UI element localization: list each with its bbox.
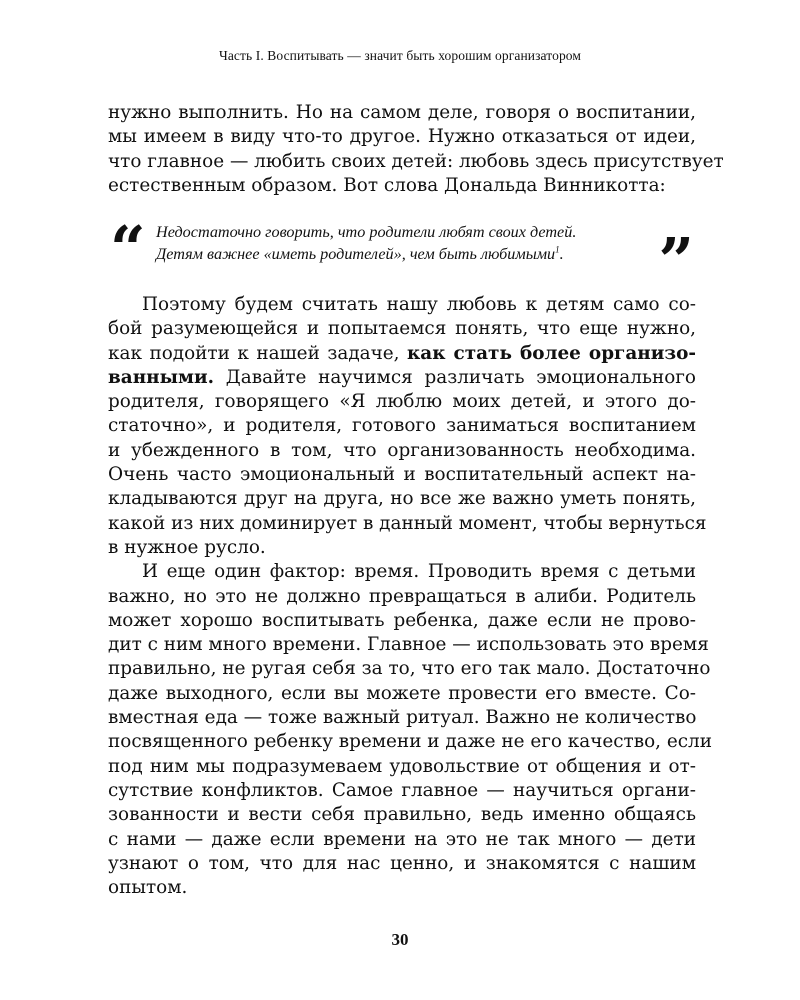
- quote-line-end: .: [559, 245, 564, 263]
- main-text: [108, 293, 712, 900]
- text-line: зованности и вести себя правильно, ведь именно общаясь: [108, 804, 696, 826]
- text-line: даже выходного, если вы можете провести его вместе. Со-: [108, 682, 696, 704]
- paragraph-2: [108, 560, 712, 900]
- open-quote-icon: “: [110, 212, 146, 285]
- text-line: что главное — любить своих детей: любовь здесь присутствует: [108, 150, 724, 172]
- text-line: какой из них доминирует в данный момент, чтобы вернуться: [108, 512, 707, 534]
- bold-phrase: ванными.: [108, 366, 215, 388]
- text-line: вместная еда — тоже важный ритуал. Важно не количество: [108, 707, 697, 729]
- text-line: правильно, не ругая себя за то, что его так мало. Достаточно: [108, 658, 711, 680]
- text-line: нужно выполнить. Но на самом деле, говоря о воспитании,: [108, 102, 696, 123]
- paragraph-1: [108, 293, 707, 560]
- text-line: сутствие конфликтов. Самое главное — научиться органи-: [108, 779, 696, 801]
- text-line: родителя, говорящего «Я люблю моих детей, и этого до-: [108, 391, 696, 413]
- text-line: кладываются друг на друга, но все же важно уметь понять,: [108, 488, 696, 510]
- text-line: Очень часто эмоциональный и воспитательный аспект на-: [108, 464, 696, 486]
- text-line: важно, но это не должно превращаться в алиби. Родитель: [108, 585, 696, 607]
- text-run: Давайте научимся различать эмоционального: [214, 366, 696, 388]
- text-line: [108, 366, 696, 390]
- text-line: опытом.: [108, 877, 188, 899]
- text-line: под ним мы подразумеваем удовольствие от общения и от-: [108, 755, 696, 777]
- winnicott-quote: [108, 212, 696, 297]
- text-line: [108, 342, 696, 366]
- quote-text: [156, 221, 656, 265]
- top-paragraph: [108, 101, 724, 198]
- text-line: Поэтому будем считать нашу любовь к детям само со-: [142, 294, 696, 315]
- running-header: Часть I. Воспитывать — значит быть хорошим организатором: [218, 48, 582, 63]
- quote-line: Недостаточно говорить, что родители любят своих детей.: [156, 223, 577, 241]
- quote-line-text: Детям важнее «иметь родителей», чем быть любимыми: [156, 245, 556, 263]
- text-line: в нужное русло.: [108, 536, 266, 558]
- text-line: с нами — даже если времени на это не так много — дети: [108, 828, 696, 850]
- close-quote-icon: ”: [658, 224, 694, 297]
- bold-phrase: как стать более организо-: [407, 342, 696, 364]
- text-line: посвященного ребенку времени и даже не его качество, если: [108, 731, 712, 753]
- text-line: статочно», и родителя, готового заниматься воспитанием: [108, 415, 696, 437]
- text-line: и убежденного в том, что организованность необходима.: [108, 439, 696, 461]
- text-line: дит с ним много времени. Главное — использовать это время: [108, 634, 709, 656]
- text-line: бой разумеющейся и попытаемся понять, что еще нужно,: [108, 318, 696, 340]
- text-line: И еще один фактор: время. Проводить время с детьми: [142, 561, 696, 583]
- quote-line: [156, 243, 656, 265]
- text-run: как подойти к нашей задаче,: [108, 342, 407, 364]
- text-line: естественным образом. Вот слова Дональда Винникотта:: [108, 174, 666, 196]
- text-line: узнают о том, что для нас ценно, и знакомятся с нашим: [108, 852, 696, 874]
- text-line: может хорошо воспитывать ребенка, даже если не прово-: [108, 609, 696, 631]
- footnote-marker[interactable]: 1: [555, 244, 560, 255]
- text-line: мы имеем в виду что-то другое. Нужно отказаться от идеи,: [108, 126, 696, 148]
- page-number: 30: [391, 930, 409, 949]
